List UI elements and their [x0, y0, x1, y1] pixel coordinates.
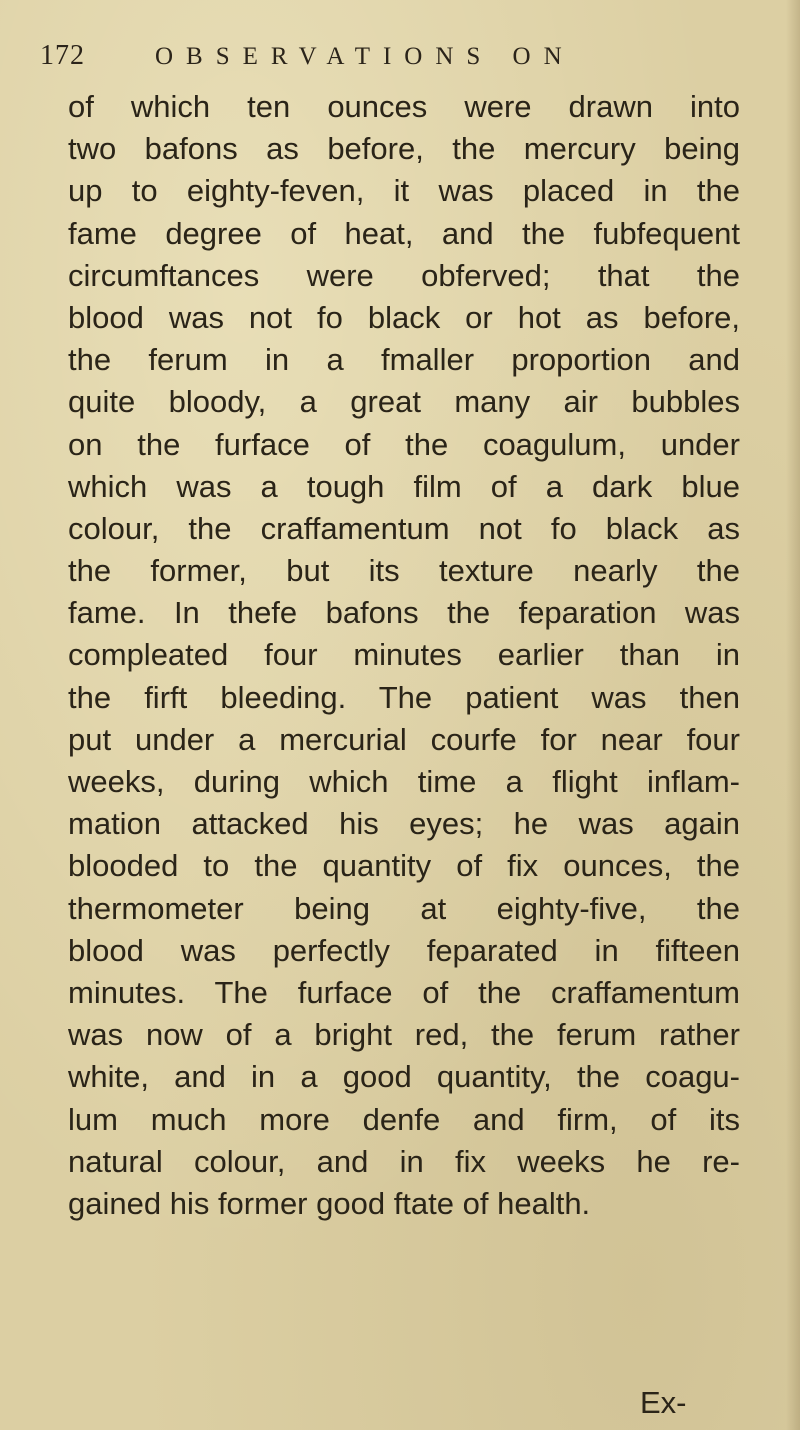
text-line: fame. In thefe bafons the feparation was — [68, 595, 740, 631]
text-line: two bafons as before, the mercury being — [68, 131, 740, 167]
body-text — [68, 86, 740, 1225]
text-line: fame degree of heat, and the fubfequent — [68, 215, 740, 251]
text-line: gained his former good ftate of health. — [68, 1185, 591, 1221]
text-line: white, and in a good quantity, the coagu- — [68, 1059, 740, 1095]
catchword: Ex- — [640, 1385, 687, 1420]
running-head: OBSERVATIONS ON — [155, 43, 575, 70]
text-line: natural colour, and in fix weeks he re- — [68, 1143, 740, 1179]
text-line: on the furface of the coagulum, under — [68, 426, 740, 462]
text-line: the ferum in a fmaller proportion and — [68, 342, 740, 378]
text-line: blood was not fo black or hot as before, — [68, 299, 740, 335]
text-line: weeks, during which time a flight inflam- — [68, 764, 740, 799]
text-line: the firft bleeding. The patient was then — [68, 679, 740, 715]
page-number: 172 — [40, 40, 85, 71]
text-line: lum much more denfe and firm, of its — [68, 1101, 740, 1137]
page-header — [40, 40, 575, 80]
text-line: minutes. The furface of the craffamentum — [68, 974, 740, 1010]
text-line: thermometer being at eighty-five, the — [68, 890, 740, 926]
text-line: blood was perfectly feparated in fifteen — [68, 932, 740, 968]
text-line: compleated four minutes earlier than in — [68, 637, 740, 673]
text-line: quite bloody, a great many air bubbles — [68, 384, 740, 420]
text-line: which was a tough film of a dark blue — [68, 468, 740, 504]
text-line: was now of a bright red, the ferum rather — [68, 1017, 740, 1053]
text-line: put under a mercurial courfe for near four — [68, 721, 740, 757]
text-line: colour, the craffamentum not fo black as — [68, 510, 740, 546]
text-line: mation attacked his eyes; he was again — [68, 806, 740, 842]
text-line: blooded to the quantity of fix ounces, the — [68, 848, 740, 884]
text-line: up to eighty-feven, it was placed in the — [68, 173, 740, 209]
text-line: circumftances were obferved; that the — [68, 257, 740, 293]
text-line: the former, but its texture nearly the — [68, 553, 740, 589]
text-line: of which ten ounces were drawn into — [68, 89, 740, 124]
